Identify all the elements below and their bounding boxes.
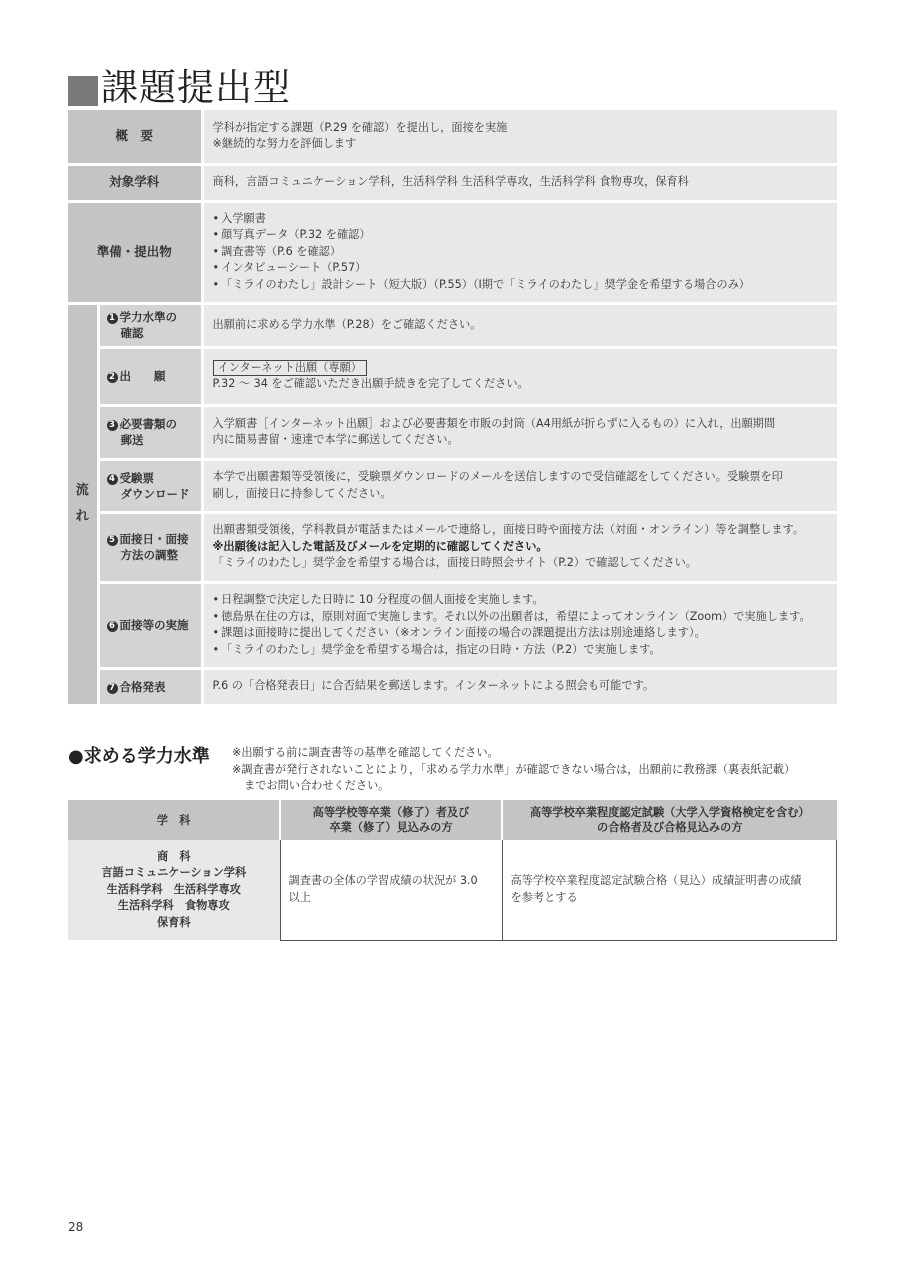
- flow-side-char-2: れ: [75, 509, 89, 524]
- step-7-label: [98, 668, 202, 705]
- list-item: • 顔写真データ（P.32 を確認）: [213, 227, 828, 244]
- row-prep: [68, 201, 837, 303]
- title-square-marker: [68, 76, 98, 106]
- step-7-label-a: 合格発表: [119, 679, 166, 694]
- step-3-label: [98, 405, 202, 459]
- prep-list: [213, 211, 828, 294]
- department-item: 生活科学科 食物専攻: [117, 899, 230, 913]
- step-4-label-a: 受験票: [119, 470, 154, 485]
- step-number-badge: 3: [107, 420, 118, 431]
- internet-application-badge: インターネット出願（専願）: [213, 360, 367, 376]
- exam-info-table: [68, 110, 837, 707]
- step-3-content: [202, 405, 837, 459]
- highschool-req-line1: 調査書の全体の学習成績の状況が 3.0: [288, 874, 478, 888]
- list-item: • 課題は面接時に提出してください（※オンライン面接の場合の課題提出方法は別途連絡します）。: [213, 625, 828, 642]
- equivalency-req-line2: を参考とする: [510, 890, 578, 904]
- step-4-content: [202, 459, 837, 512]
- department-list: [68, 840, 280, 940]
- step-number-badge: 7: [107, 683, 118, 694]
- flow-step-7: [68, 668, 837, 705]
- step-5-label: [98, 512, 202, 582]
- col-header-highschool: [280, 800, 502, 840]
- step-1-label: [98, 303, 202, 347]
- col2-header-line1: 高等学校等卒業（修了）者及び: [312, 806, 470, 819]
- step-3-label-b: 郵送: [120, 433, 144, 447]
- table-row: [68, 840, 837, 940]
- page-title: [68, 64, 291, 112]
- flow-step-4: [68, 459, 837, 512]
- row-overview: [68, 110, 837, 164]
- list-item: • 徳島県在住の方は，原則対面で実施します。それ以外の出願者は，希望によってオンライン（Zoom）で実施します。: [213, 609, 828, 626]
- step-6-list: [213, 592, 828, 658]
- col3-header-line1: 高等学校卒業程度認定試験（大学入学資格検定を含む）: [529, 806, 810, 819]
- step-number-badge: 6: [107, 621, 118, 632]
- overview-line2: ※継続的な努力を評価します: [212, 137, 357, 151]
- step-5-text-3: 「ミライのわたし」奨学金を希望する場合は，面接日時照会サイト（P.2）で確認してください。: [212, 556, 697, 570]
- step-1-content: 出願前に求める学力水準（P.28）をご確認ください。: [202, 303, 837, 347]
- flow-step-3: [68, 405, 837, 459]
- step-5-label-b: 方法の調整: [120, 548, 178, 562]
- list-item: • 日程調整で決定した日時に 10 分程度の個人面接を実施します。: [213, 592, 828, 609]
- department-item: 生活科学科 生活科学専攻: [106, 882, 241, 896]
- step-3-label-a: 必要書類の: [119, 417, 177, 431]
- list-item: • 「ミライのわたし」設計シート（短大版）（P.55）（Ⅰ期で「ミライのわたし」奨学金を希望する場合のみ）: [213, 277, 828, 294]
- prep-label: 準備・提出物: [68, 201, 202, 303]
- step-3-text-1: 入学願書［インターネット出願］および必要書類を市販の封筒（A4用紙が折らずに入るもの）に入れ，出願期間: [212, 416, 776, 430]
- overview-content: [202, 110, 837, 164]
- step-6-label-a: 面接等の実施: [119, 618, 189, 632]
- flow-step-1: [68, 303, 837, 347]
- step-number-badge: 4: [107, 474, 118, 485]
- step-5-text-2: ※出願後は記入した電話及びメールを定期的に確認してください。: [212, 539, 548, 553]
- step-number-badge: 5: [107, 535, 118, 546]
- page-number: 28: [68, 1220, 84, 1234]
- page-title-text: 課題提出型: [101, 66, 291, 109]
- step-5-content: [202, 512, 837, 582]
- flow-step-2: [68, 347, 837, 405]
- step-4-label: [98, 459, 202, 512]
- col-header-equivalency: [502, 800, 837, 840]
- step-3-text-2: 内に簡易書留・速達で本学に郵送してください。: [212, 433, 459, 446]
- step-2-content: [202, 347, 837, 405]
- step-4-label-b: ダウンロード: [120, 486, 190, 501]
- highschool-req-line2: 以上: [288, 890, 311, 904]
- highschool-requirement: [280, 840, 502, 940]
- requirements-heading: ●求める学力水準: [68, 746, 210, 767]
- list-item: • インタビューシート（P.57）: [213, 260, 828, 277]
- list-item: • 入学願書: [213, 211, 828, 228]
- step-2-text: P.32 ～ 34 をご確認いただき出願手続きを完了してください。: [212, 377, 529, 390]
- step-number-badge: 1: [107, 313, 118, 324]
- step-7-content: P.6 の「合格発表日」に合否結果を郵送します。インターネットによる照会も可能です。: [202, 668, 837, 705]
- flow-step-5: [68, 512, 837, 582]
- department-item: 言語コミュニケーション学科: [101, 866, 247, 880]
- prep-content: [202, 201, 837, 303]
- list-item: • 「ミライのわたし」奨学金を希望する場合は，指定の日時・方法（P.2）で実施します。: [213, 642, 828, 659]
- step-4-text-2: 刷し，面接日に持参してください。: [212, 486, 392, 500]
- col2-header-line2: 卒業（修了）見込みの方: [329, 821, 453, 834]
- note-2: ※調査書が発行されないことにより，「求める学力水準」が確認できない場合は，出願前に教務課（裏表紙記載）: [232, 762, 796, 776]
- col3-header-line2: の合格者及び合格見込みの方: [597, 821, 743, 834]
- requirements-table: [68, 800, 837, 941]
- step-number-badge: 2: [107, 372, 118, 383]
- requirements-notes: [232, 745, 842, 795]
- flow-side-char-1: 流: [75, 483, 89, 498]
- list-item: • 調査書等（P.6 を確認）: [213, 244, 828, 261]
- step-6-label: [98, 582, 202, 668]
- step-1-label-b: 確認: [120, 326, 144, 340]
- requirements-header-row: [68, 800, 837, 840]
- overview-label: 概 要: [68, 110, 202, 164]
- department-item: 商 科: [156, 849, 191, 863]
- equivalency-requirement: [502, 840, 837, 940]
- step-5-text-1: 出願書類受領後，学科教員が電話またはメールで連絡し，面接日時や面接方法（対面・オンライン）等を調整します。: [212, 523, 805, 537]
- department-item: 保育科: [156, 915, 191, 929]
- target-content: 商科，言語コミュニケーション学科，生活科学科 生活科学専攻，生活科学科 食物専攻，保育科: [202, 164, 837, 201]
- flow-side-label: [68, 303, 98, 705]
- note-3: までお問い合わせください。: [244, 779, 390, 792]
- equivalency-req-line1: 高等学校卒業程度認定試験合格（見込）成績証明書の成績: [510, 874, 802, 888]
- step-6-content: [202, 582, 837, 668]
- note-1: ※出願する前に調査書等の基準を確認してください。: [232, 746, 499, 759]
- step-2-label-a: 出 願: [119, 369, 166, 383]
- row-target: [68, 164, 837, 201]
- flow-step-6: [68, 582, 837, 668]
- step-4-text-1: 本学で出願書類等受領後に，受験票ダウンロードのメールを送信しますので受信確認をしてください。受験票を印: [212, 470, 783, 483]
- overview-line1: 学科が指定する課題（P.29 を確認）を提出し，面接を実施: [212, 120, 508, 134]
- col-header-department: 学 科: [68, 800, 280, 840]
- target-label: 対象学科: [68, 164, 202, 201]
- step-5-label-a: 面接日・面接: [119, 532, 189, 546]
- step-2-label: [98, 347, 202, 405]
- step-1-label-a: 学力水準の: [119, 310, 177, 324]
